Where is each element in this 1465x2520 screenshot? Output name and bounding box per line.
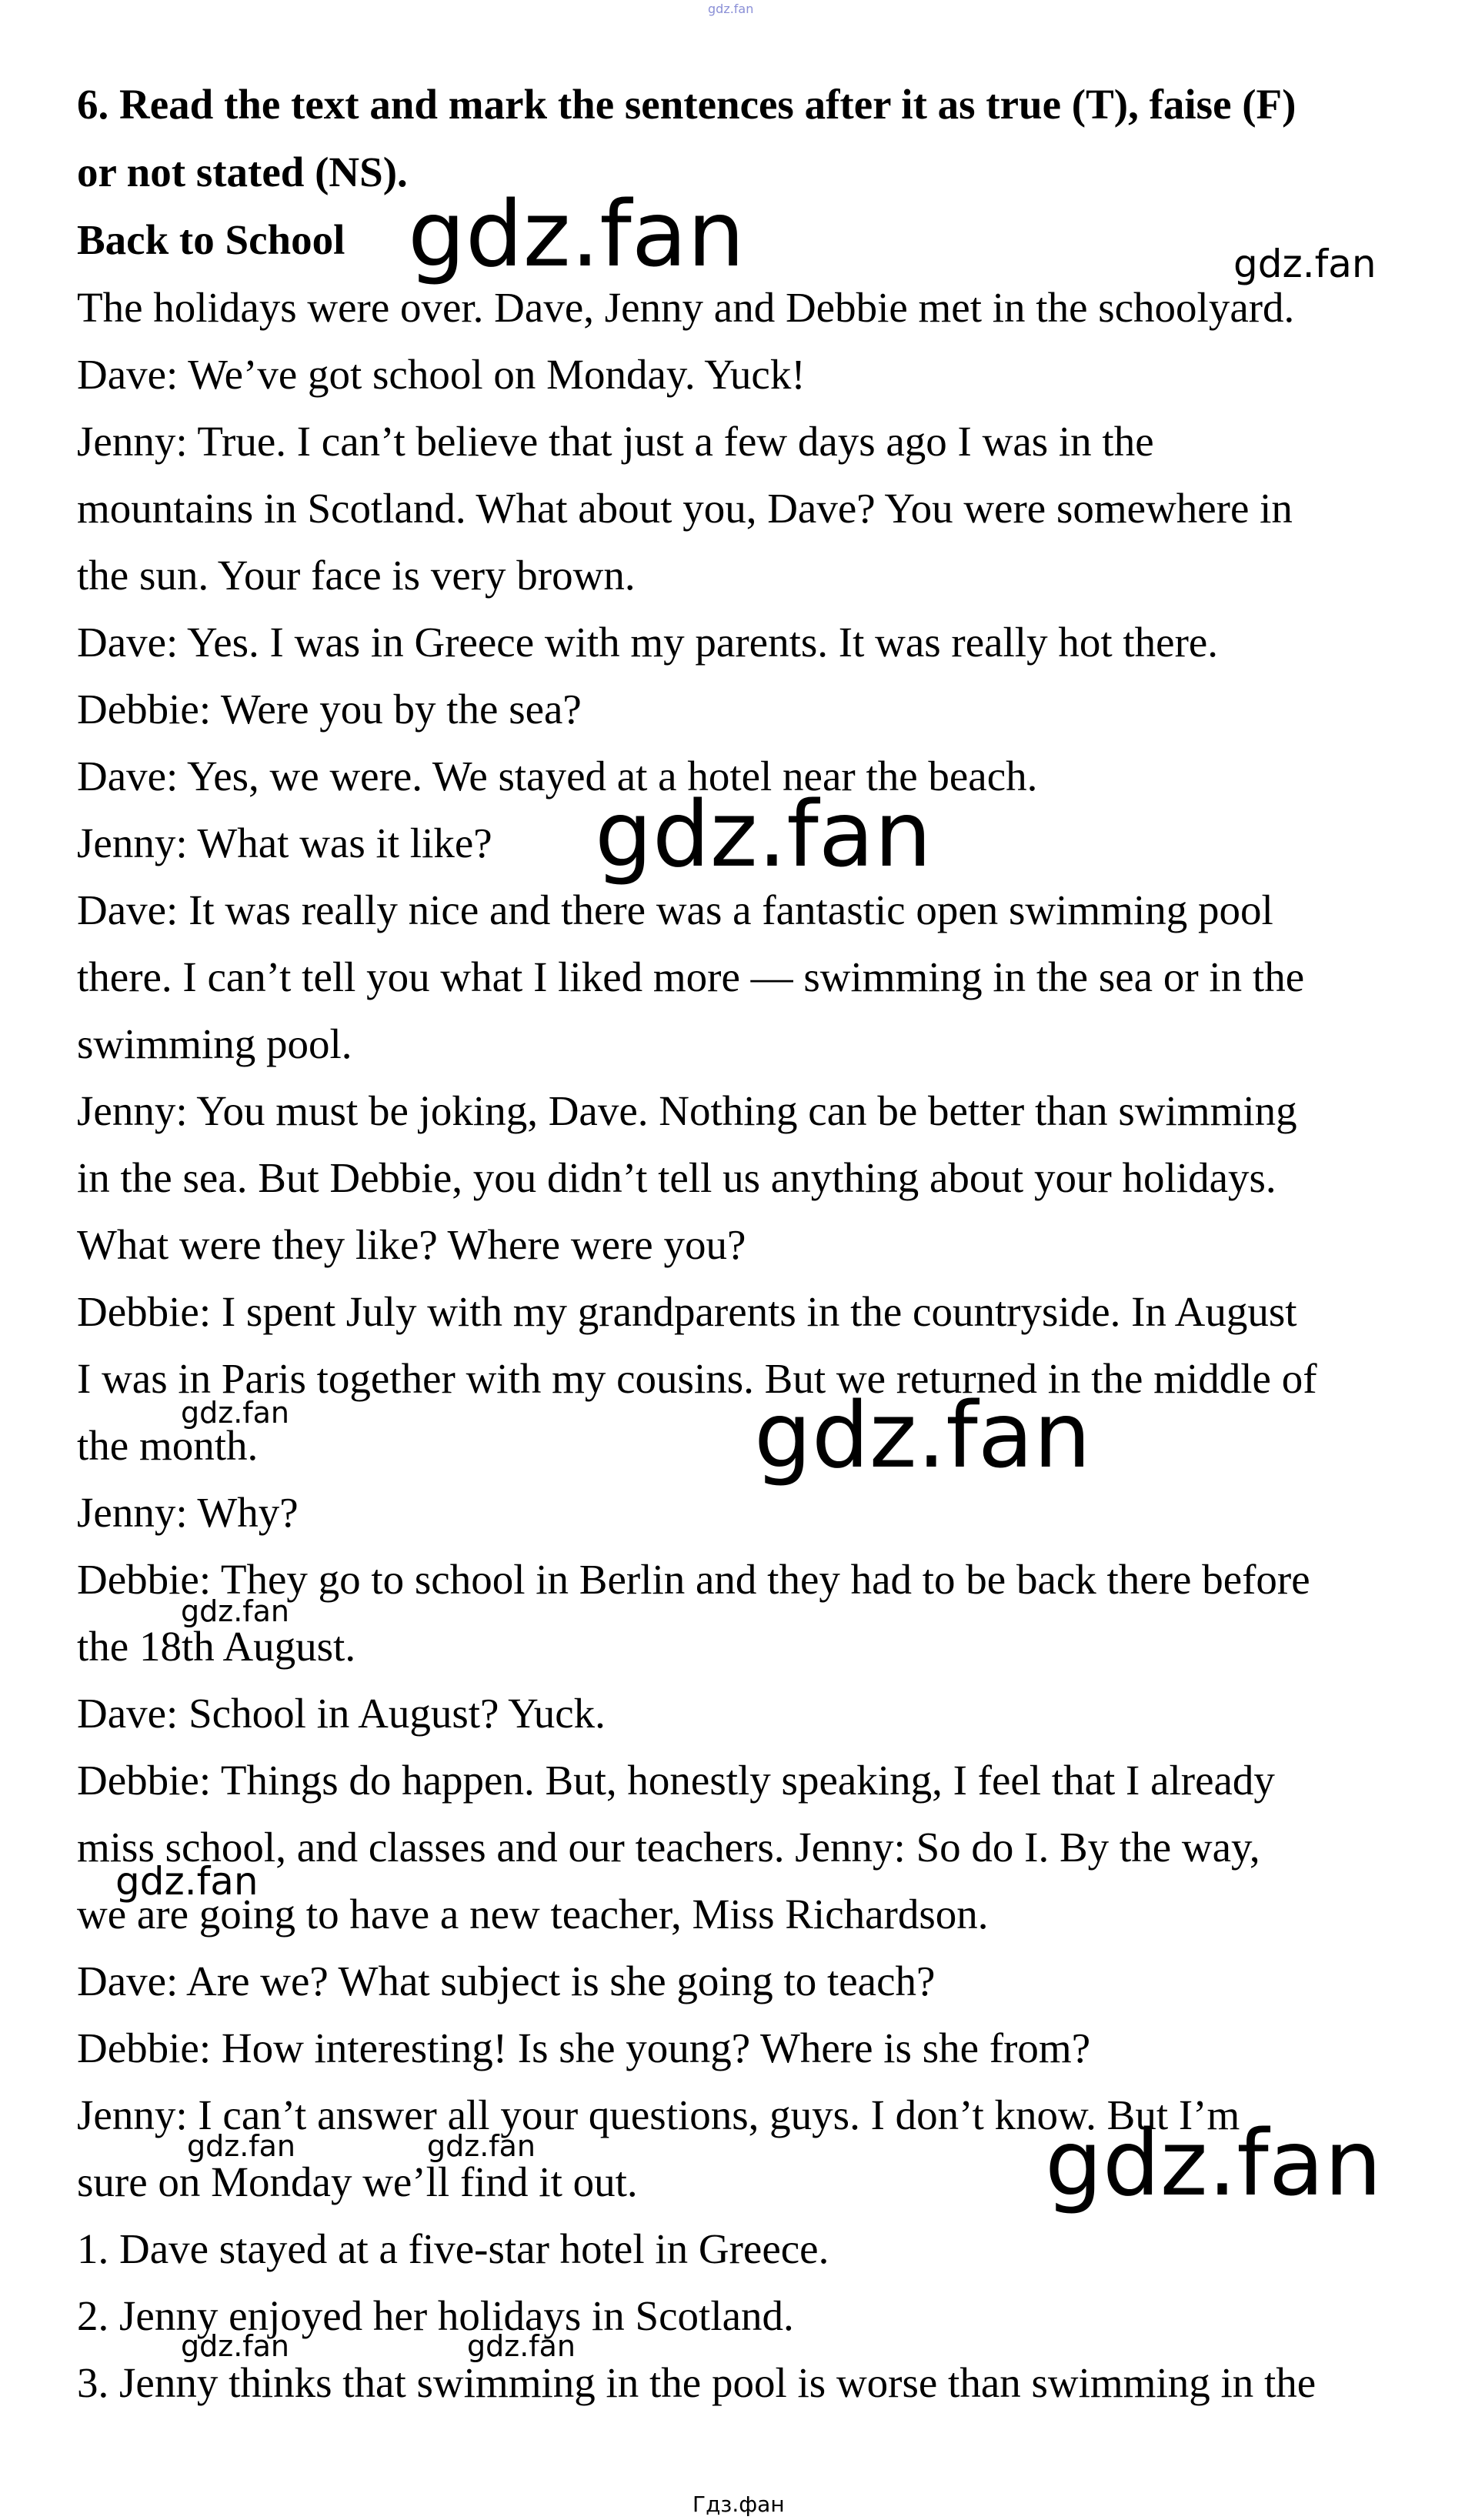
- watermark: gdz.fan: [467, 2329, 576, 2363]
- text-line: Debbie: Things do happen. But, honestly speaking, I feel that I already: [77, 1757, 1275, 1804]
- watermark: gdz.fan: [181, 1594, 290, 1628]
- watermark: gdz.fan: [595, 781, 932, 887]
- watermark: gdz.fan: [115, 1859, 259, 1904]
- text-line: Dave: Yes. I was in Greece with my parents. It was really hot there.: [77, 619, 1219, 666]
- text-line: there. I can’t tell you what I liked more — swimming in the sea or in the: [77, 953, 1305, 1000]
- text-line: the 18th August.: [77, 1623, 356, 1670]
- text-line: swimming pool.: [77, 1020, 352, 1067]
- text-line: Jenny: You must be joking, Dave. Nothing can be better than swimming: [77, 1087, 1297, 1134]
- text-line: Debbie: I spent July with my grandparents in the countryside. In August: [77, 1288, 1297, 1335]
- text-line: Dave: School in August? Yuck.: [77, 1690, 606, 1737]
- watermark: gdz.fan: [427, 2129, 536, 2163]
- text-line: Dave: We’ve got school on Monday. Yuck!: [77, 351, 806, 398]
- watermark: gdz.fan: [181, 1396, 290, 1430]
- text-line: Debbie: How interesting! Is she young? Where is she from?: [77, 2024, 1091, 2071]
- text-line: Jenny: I can’t answer all your questions, guys. I don’t know. But I’m: [77, 2091, 1240, 2138]
- text-line: sure on Monday we’ll find it out.: [77, 2158, 638, 2205]
- text-line: Jenny: Why?: [77, 1489, 299, 1536]
- text-line: Jenny: True. I can’t believe that just a few days ago I was in the: [77, 418, 1154, 465]
- text-line: Debbie: They go to school in Berlin and they had to be back there before: [77, 1556, 1310, 1603]
- watermark: gdz.fan: [754, 1382, 1091, 1488]
- text-line: What were they like? Where were you?: [77, 1221, 746, 1268]
- text-line: in the sea. But Debbie, you didn’t tell us anything about your holidays.: [77, 1154, 1276, 1201]
- watermark: gdz.fan: [1045, 2110, 1382, 2216]
- text-title: Back to School: [77, 216, 345, 263]
- watermark: gdz.fan: [181, 2329, 290, 2363]
- text-line: miss school, and classes and our teachers. Jenny: So do I. By the way,: [77, 1824, 1260, 1871]
- statement-3: 3. Jenny thinks that swimming in the pool is worse than swimming in the: [77, 2359, 1316, 2406]
- text-line: Dave: Yes, we were. We stayed at a hotel near the beach.: [77, 753, 1038, 799]
- text-line: Jenny: What was it like?: [77, 819, 492, 866]
- header-watermark: gdz.fan: [708, 2, 754, 16]
- text-line: mountains in Scotland. What about you, Dave? You were somewhere in: [77, 485, 1293, 532]
- watermark: gdz.fan: [408, 181, 745, 287]
- text-line: Dave: Are we? What subject is she going to teach?: [77, 1958, 936, 2004]
- footer-label: Гдз.фан: [692, 2492, 785, 2517]
- text-line: the sun. Your face is very brown.: [77, 552, 636, 599]
- watermark: gdz.fan: [187, 2129, 296, 2163]
- text-line: the month.: [77, 1422, 259, 1469]
- watermark: gdz.fan: [1233, 242, 1377, 286]
- task-title-continued: or not stated (NS).: [77, 149, 408, 195]
- task-title: 6. Read the text and mark the sentences after it as true (T), faise (F): [77, 81, 1296, 128]
- text-line: we are going to have a new teacher, Miss Richardson.: [77, 1891, 989, 1938]
- text-line: I was in Paris together with my cousins. But we returned in the middle of: [77, 1355, 1317, 1402]
- text-line: Dave: It was really nice and there was a fantastic open swimming pool: [77, 886, 1273, 933]
- text-line: The holidays were over. Dave, Jenny and Debbie met in the schoolyard.: [77, 284, 1295, 331]
- text-line: Debbie: Were you by the sea?: [77, 686, 582, 733]
- statement-2: 2. Jenny enjoyed her holidays in Scotland.: [77, 2292, 794, 2339]
- statement-1: 1. Dave stayed at a five-star hotel in Greece.: [77, 2225, 829, 2272]
